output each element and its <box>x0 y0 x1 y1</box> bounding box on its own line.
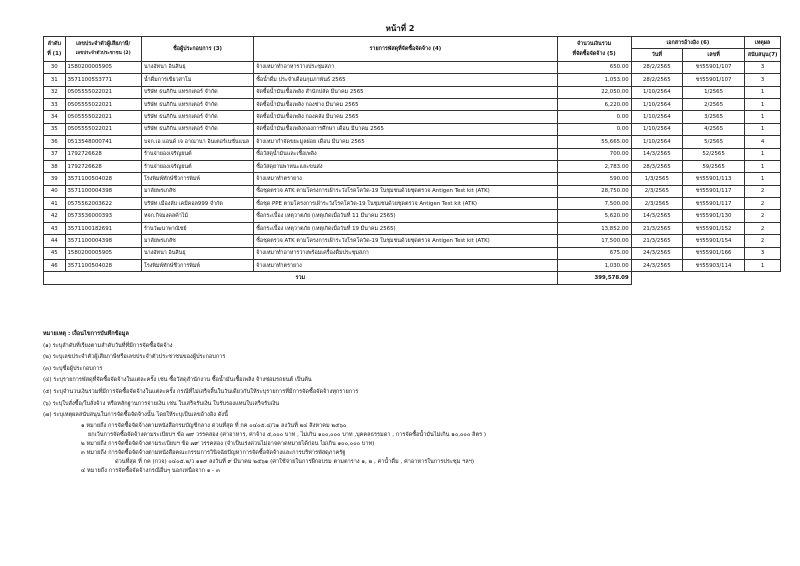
header-item: รายการพัสดุที่จัดซื้อจัดจ้าง (4) <box>254 37 557 62</box>
row-seq: 32 <box>44 86 66 98</box>
row-vendor: หจก.กิจมงคลค้าไม้ <box>141 210 253 222</box>
row-ref-no: ชร55901/152 <box>683 222 745 234</box>
table-row <box>44 123 781 135</box>
table-row <box>44 222 781 234</box>
header-ref-no: เลขที่ <box>683 49 745 61</box>
row-vendor: มาลัยพรเภสัช <box>141 185 253 197</box>
row-seq: 30 <box>44 61 66 73</box>
page-title: หน้าที่ 2 <box>385 24 415 33</box>
row-vendor: ร้านวัฒนาพาณิชย์ <box>141 222 253 234</box>
table-row <box>44 111 781 123</box>
header-reason2: สนับสนุน(7) <box>745 49 781 61</box>
row-seq: 37 <box>44 148 66 160</box>
row-taxid: 3571100553771 <box>65 74 141 86</box>
row-date: 1/10/2564 <box>631 123 682 135</box>
row-reason: 2 <box>745 198 781 210</box>
row-taxid: 0505555022021 <box>65 86 141 98</box>
total-amount: 399,578.09 <box>557 272 631 284</box>
row-taxid: 1792726628 <box>65 160 141 172</box>
row-seq: 34 <box>44 111 66 123</box>
row-reason: 1 <box>745 123 781 135</box>
row-reason: 2 <box>745 185 781 197</box>
row-date: 28/2/2565 <box>631 61 682 73</box>
row-reason: 2 <box>745 222 781 234</box>
row-date: 21/3/2565 <box>631 235 682 247</box>
row-ref-no: 52/2565 <box>683 148 745 160</box>
row-ref-no: 59/2565 <box>683 160 745 172</box>
row-date: 28/2/2565 <box>631 74 682 86</box>
row-ref-no: ชร55901/166 <box>683 247 745 259</box>
row-ref-no: ชร55901/107 <box>683 74 745 86</box>
row-amount: 0.00 <box>557 123 631 135</box>
row-item: ซื้อวัสดุน้ำมันและเชื้อเพลิง <box>254 148 557 160</box>
note-item: (๖) ระบุใบสั่งซื้อ/ใบสั่งจ้าง หรือหลักฐานการจ่ายเงิน เช่น ใบเสร็จรับเงิน ใบรับรองแทนใบเสร็จรับเงิน <box>43 400 280 407</box>
row-reason: 2 <box>745 235 781 247</box>
row-vendor: มาลัยพรเภสัช <box>141 235 253 247</box>
row-vendor: น้ำดื่มการเขียวสาโม <box>141 74 253 86</box>
row-item: ซื้อกระเบื้อง เหตุวาตภัย (เหตุเกิดเมื่อวันที่ 19 มีนาคม 2565) <box>254 222 557 234</box>
row-vendor: นางอัทนา อินสินธุ <box>141 247 253 259</box>
table-row <box>44 210 781 222</box>
row-seq: 41 <box>44 198 66 210</box>
row-taxid: 3571100504028 <box>65 260 141 272</box>
table-row <box>44 86 781 98</box>
note-item: ยกเว้นการจัดซื้อจัดจ้างตามระเบียบฯ ข้อ ๗๙ วรรคสอง (ค่าอาหาร, ค่าจ้าง ๕,๐๐๐ บาท , ไม่เกิน ๑๐๐,๐๐๐ บาท ,บุคคลธรรมดา , การจัดซื้อน้ำมันไม่เกิน ๑๐,๐๐๐ ลิตร ) <box>88 431 487 438</box>
row-item: ซื้อชุด PPE ตามโครงการเฝ้าระวังโรคโควิด-19 ในชุมชนด้วยชุดตรวจ Antigen Test kit (ATK) <box>254 198 557 210</box>
row-seq: 44 <box>44 235 66 247</box>
row-seq: 36 <box>44 136 66 148</box>
row-ref-no: 5/2565 <box>683 136 745 148</box>
table-row <box>44 61 781 73</box>
row-item: จัดซื้อน้ำมันเชื้อเพลิงกองการศึกษา เดือน มีนาคม 2565 <box>254 123 557 135</box>
row-ref-no: 4/2565 <box>683 123 745 135</box>
row-date: 24/3/2565 <box>631 260 682 272</box>
row-amount: 650.00 <box>557 61 631 73</box>
row-item: จัดซื้อน้ำมันเชื้อเพลิง สำนักปลัด มีนาคม 2565 <box>254 86 557 98</box>
row-seq: 39 <box>44 173 66 185</box>
row-vendor: ร้านจ่ายองเจริญยนต์ <box>141 160 253 172</box>
row-amount: 55,665.00 <box>557 136 631 148</box>
row-vendor: บริษัท ธนภิกิน แทรกเตอร์ จำกัด <box>141 98 253 110</box>
note-item: ด่วนที่สุด ที่ กค (กวจ) ๐๔๐๕.๒/ว ๑๑๙ ลงวันที่ ๙ มีนาคม ๒๕๖๑ (ค่าใช้จ่ายในการฝึกอบรม ตามตาราง ๑, ๒ , ค่าน้ำดื่ม , ค่าอาหารในการประชุม ฯลฯ) <box>115 458 475 465</box>
row-vendor: บจก.เอ แอนด์ เจ อาณานา อินเตอร์เนชั่นแนล <box>141 136 253 148</box>
row-amount: 675.00 <box>557 247 631 259</box>
row-date: 1/10/2564 <box>631 98 682 110</box>
row-ref-no: 1/2565 <box>683 86 745 98</box>
row-seq: 31 <box>44 74 66 86</box>
row-ref-no: ชร55901/113 <box>683 173 745 185</box>
row-item: ซื้อกระเบื้อง เหตุวาตภัย (เหตุเกิดเมื่อวันที่ 11 มีนาคม 2565) <box>254 210 557 222</box>
row-seq: 43 <box>44 222 66 234</box>
note-item: (๔) ระบุรายการพัสดุที่จัดซื้อจัดจ้างในแต่ละครั้ง เช่น ซื้อวัสดุสำนักงาน ซื้อน้ำมันเชื้อเพลิง จ้างซ่อมรถยนต์ เป็นต้น <box>43 377 312 384</box>
table-row <box>44 148 781 160</box>
row-reason: 1 <box>745 173 781 185</box>
table-row <box>44 98 781 110</box>
header-amount: จำนวนเงินรวม ที่จัดซื้อจัดจ้าง (5) <box>557 37 631 62</box>
row-date: 2/3/2565 <box>631 198 682 210</box>
note-item: ๑ หมายถึง การจัดซื้อจัดจ้างตามหนังสือกรมบัญชีกลาง ด่วนที่สุด ที่ กค ๐๔๐๕.๔/ว๑ ลงวันที่ ๒๔ สิงหาคม ๒๕๖๐ <box>81 422 347 429</box>
note-item: ๓ หมายถึง การจัดซื้อจัดจ้างตามหนังสือคณะกรรมการวินิจฉัยปัญหาการจัดซื้อจัดจ้างและการบริหารพัสดุภาครัฐ <box>81 449 346 456</box>
row-vendor: บริษัท ธนภิกิน แทรกเตอร์ จำกัด <box>141 86 253 98</box>
note-item: (๑) ระบุลำดับที่เรียงตามลำดับวันที่ที่มีการจัดซื้อจัดจ้าง <box>43 342 173 349</box>
row-amount: 17,500.00 <box>557 235 631 247</box>
table-row <box>44 260 781 272</box>
row-seq: 45 <box>44 247 66 259</box>
header-ref-date: วันที่ <box>631 49 682 61</box>
row-ref-no: ชร55901/130 <box>683 210 745 222</box>
row-taxid: 0575562003622 <box>65 198 141 210</box>
row-ref-no: ชร55901/107 <box>683 61 745 73</box>
row-vendor: บริษัท เมืองลับ เคมีคอล999 จำกัด <box>141 198 253 210</box>
row-taxid: 3571100504028 <box>65 173 141 185</box>
row-taxid: 0505555022021 <box>65 98 141 110</box>
row-ref-no: ชร55901/154 <box>683 235 745 247</box>
row-item: จ้างเหมาทำอาหารว่างพร้อมเครื่องดื่มประชุมสภา <box>254 247 557 259</box>
row-item: ซื้อชุดตรวจ ATK ตามโครงการเฝ้าระวังโรคโควิด-19 ในชุมชนด้วยชุดตรวจ Antigen Test kit (ATK) <box>254 235 557 247</box>
row-amount: 1,030.00 <box>557 260 631 272</box>
row-vendor: โรงพิมพ์ทักษ์ชีวการพิมพ์ <box>141 260 253 272</box>
row-seq: 38 <box>44 160 66 172</box>
row-amount: 13,852.00 <box>557 222 631 234</box>
row-amount: 1,053.00 <box>557 74 631 86</box>
row-taxid: 1792726628 <box>65 148 141 160</box>
row-reason: 1 <box>745 98 781 110</box>
row-vendor: บริษัท ธนภิกิน แทรกเตอร์ จำกัด <box>141 111 253 123</box>
total-label: รวม <box>44 272 558 284</box>
header-taxid: เลขประจำตัวผู้เสียภาษี/ เลขประจำตัวประชาชน (2) <box>65 37 141 62</box>
row-amount: 0.00 <box>557 111 631 123</box>
procurement-table <box>43 36 781 285</box>
row-seq: 40 <box>44 185 66 197</box>
row-date: 1/10/2564 <box>631 136 682 148</box>
row-vendor: บริษัท ธนภิกิน แทรกเตอร์ จำกัด <box>141 123 253 135</box>
row-ref-no: 3/2565 <box>683 111 745 123</box>
row-date: 1/10/2564 <box>631 111 682 123</box>
row-reason: 1 <box>745 111 781 123</box>
row-reason: 3 <box>745 74 781 86</box>
table-row <box>44 173 781 185</box>
row-item: จัดซื้อน้ำมันเชื้อเพลิง กองช่าง มีนาคม 2565 <box>254 98 557 110</box>
row-date: 1/3/2565 <box>631 173 682 185</box>
row-amount: 7,500.00 <box>557 198 631 210</box>
row-taxid: 0505555022021 <box>65 111 141 123</box>
table-row <box>44 74 781 86</box>
row-date: 2/3/2565 <box>631 185 682 197</box>
row-taxid: 1580200005905 <box>65 61 141 73</box>
table-row <box>44 198 781 210</box>
row-taxid: 3571100004398 <box>65 235 141 247</box>
row-date: 14/3/2565 <box>631 148 682 160</box>
row-taxid: 0505555022021 <box>65 123 141 135</box>
table-row <box>44 185 781 197</box>
row-date: 24/3/2565 <box>631 247 682 259</box>
row-seq: 46 <box>44 260 66 272</box>
row-taxid: 3571100182691 <box>65 222 141 234</box>
header-reason: เหตุผล <box>745 37 781 49</box>
row-seq: 42 <box>44 210 66 222</box>
row-vendor: ร้านจ่ายองเจริญยนต์ <box>141 148 253 160</box>
row-taxid: 1580200005905 <box>65 247 141 259</box>
table-row <box>44 247 781 259</box>
note-item: (๗) ระบุเหตุผลสนับสนุนในการจัดซื้อจัดจ้างนั้น โดยให้ระบุเป็นเลขอ้างอิง ดังนี้ <box>43 412 228 419</box>
row-date: 21/3/2565 <box>631 222 682 234</box>
row-amount: 22,050.00 <box>557 86 631 98</box>
table-row <box>44 160 781 172</box>
row-taxid: 3571100004398 <box>65 185 141 197</box>
row-reason: 4 <box>745 136 781 148</box>
row-ref-no: ชร55901/117 <box>683 185 745 197</box>
row-ref-no: 2/2565 <box>683 98 745 110</box>
row-date: 1/10/2564 <box>631 86 682 98</box>
row-item: ซื้อชุดตรวจ ATK ตามโครงการเฝ้าระวังโรคโควิด-19 ในชุมชนด้วยชุดตรวจ Antigen Test kit (ATK) <box>254 185 557 197</box>
row-item: จ้างเหมาทำตรายาง <box>254 260 557 272</box>
notes-heading: หมายเหตุ : เงื่อนไขการบันทึกข้อมูล <box>43 331 129 337</box>
row-seq: 33 <box>44 98 66 110</box>
row-reason: 1 <box>745 148 781 160</box>
row-ref-no: ชร55901/117 <box>683 198 745 210</box>
row-vendor: โรงพิมพ์ทักษ์ชีวการพิมพ์ <box>141 173 253 185</box>
row-item: จ้างเหมากำจัดขยะมูลฝอย เดือน มีนาคม 2565 <box>254 136 557 148</box>
table-body <box>44 61 781 272</box>
header-seq: ลำดับ ที่ (1) <box>44 37 66 62</box>
row-amount: 590.00 <box>557 173 631 185</box>
note-item: ๒ หมายถึง การจัดซื้อจัดจ้างตามระเบียบฯ ข้อ ๗๙ วรรคสอง (จำเป็นเร่งด่วนไม่อาจคาดหมายได้ก่อน ไม่เกิน ๑๐๐,๐๐๐ บาท) <box>81 440 375 447</box>
row-taxid: 0513548000741 <box>65 136 141 148</box>
notes-section <box>43 329 783 476</box>
row-vendor: นางอัทนา อินสินธุ <box>141 61 253 73</box>
row-item: ซื้อน้ำดื่ม ประจำเดือนกุมภาพันธ์ 2565 <box>254 74 557 86</box>
row-ref-no: ชร55903/114 <box>683 260 745 272</box>
note-item: (๒) ระบุเลขประจำตัวผู้เสียภาษีหรือเลขประจำตัวประชาชนของผู้ประกอบการ <box>43 354 226 361</box>
row-reason: 1 <box>745 86 781 98</box>
row-date: 28/3/2565 <box>631 160 682 172</box>
row-reason: 2 <box>745 210 781 222</box>
row-item: จ้างเหมาทำตรายาง <box>254 173 557 185</box>
row-item: ซื้อวัสดุยานพาหนะและขนส่ง <box>254 160 557 172</box>
total-row <box>44 272 781 284</box>
row-amount: 28,750.00 <box>557 185 631 197</box>
row-taxid: 0573536000393 <box>65 210 141 222</box>
row-amount: 700.00 <box>557 148 631 160</box>
table-row <box>44 136 781 148</box>
row-reason: 3 <box>745 247 781 259</box>
row-amount: 6,220.00 <box>557 98 631 110</box>
row-item: จัดซื้อน้ำมันเชื้อเพลิง กองคลัง มีนาคม 2565 <box>254 111 557 123</box>
header-vendor: ชื่อผู้ประกอบการ (3) <box>141 37 253 62</box>
row-item: จ้างเหมาทำอาหารว่างประชุมสภา <box>254 61 557 73</box>
note-item: (๓) ระบุชื่อผู้ประกอบการ <box>43 365 103 372</box>
row-amount: 5,620.00 <box>557 210 631 222</box>
note-item: ๔ หมายถึง การจัดซื้อจัดจ้างกรณีอื่นๆ นอกเหนือจาก ๑ - ๓ <box>81 467 220 474</box>
header-ref: เอกสารอ้างอิง (6) <box>631 37 744 49</box>
row-reason: 1 <box>745 260 781 272</box>
row-reason: 3 <box>745 61 781 73</box>
row-amount: 2,783.00 <box>557 160 631 172</box>
row-date: 14/3/2565 <box>631 210 682 222</box>
row-seq: 35 <box>44 123 66 135</box>
row-reason: 1 <box>745 160 781 172</box>
table-row <box>44 235 781 247</box>
note-item: (๕) ระบุจำนวนเงินรวมที่มีการจัดซื้อจัดจ้างในแต่ละครั้ง กรณีที่ไม่เสร็จสิ้นในวันเดียวกันให้ระบุรายการที่มีการจัดซื้อจัดจ้างทุกรายการ <box>43 388 359 395</box>
